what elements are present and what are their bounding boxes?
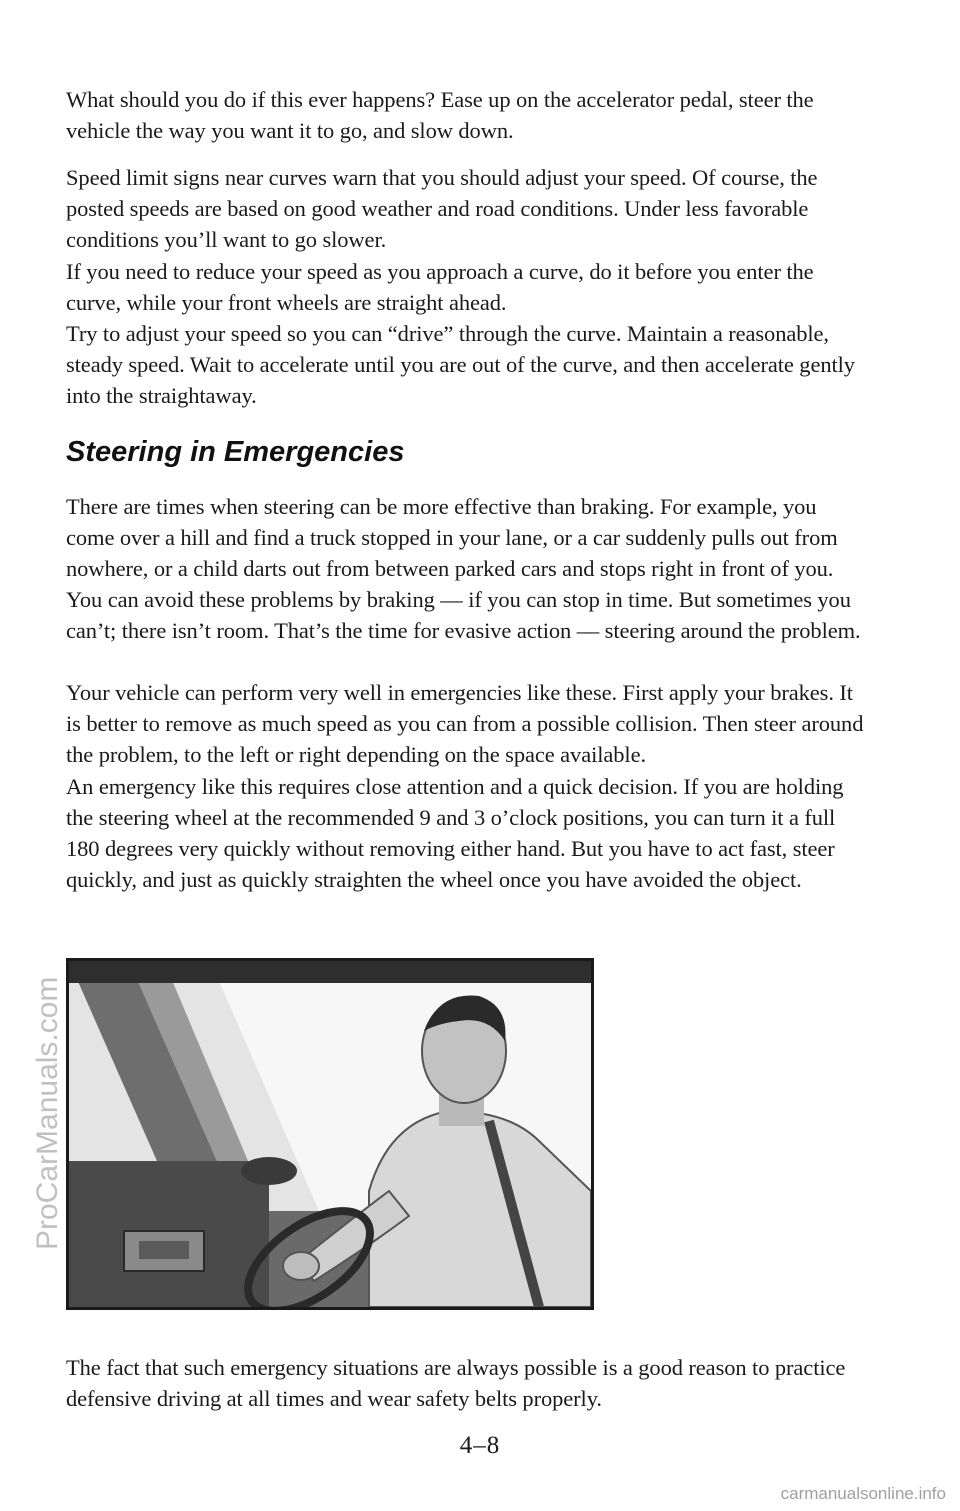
paragraph-defensive-driving: The fact that such emergency situations are always possible is a good reason to practice defensive driving at all times and wear safety belts properly. [66, 1355, 846, 1411]
paragraph-vehicle-performance: Your vehicle can perform very well in emergencies like these. First apply your brakes. It is better to remove as much speed as you can from a possible collision. Then steer around the problem, to the left or right depending on the space available. [66, 680, 864, 767]
paragraph-steering-vs-braking: There are times when steering can be more effective than braking. For example, you come over a hill and find a truck stopped in your lane, or a car suddenly pulls out from nowhere, or a child darts out from between parked cars and stops right in front of you. You can avoid these problems by braking — if you can stop in time. But sometimes you can’t; there isn’t room. That’s the time for evasive action — steering around the problem. [66, 494, 861, 643]
page-number: 4–8 [459, 1432, 501, 1459]
paragraph-adjust-speed: Try to adjust your speed so you can “drive” through the curve. Maintain a reasonable, steady speed. Wait to accelerate until you are out of the curve, and then accelerate gently into the straightaway. [66, 321, 855, 408]
paragraph-accelerator: What should you do if this ever happens? Ease up on the accelerator pedal, steer the vehicle the way you want it to go, and slow down. [66, 87, 814, 143]
paragraph-reduce-speed: If you need to reduce your speed as you approach a curve, do it before you enter the curve, while your front wheels are straight ahead. [66, 259, 814, 315]
driver-illustration [66, 958, 594, 1310]
driver-photo [69, 961, 591, 1307]
paragraph-speed-limit: Speed limit signs near curves warn that you should adjust your speed. Of course, the posted speeds are based on good weather and road conditions. Under less favorable conditions you’ll want to go slower. [66, 165, 818, 252]
side-watermark: ProCarManuals.com [31, 976, 64, 1250]
footer-watermark: carmanualsonline.info [780, 1484, 946, 1503]
paragraph-quick-decision: An emergency like this requires close attention and a quick decision. If you are holding the steering wheel at the recommended 9 and 3 o’clock positions, you can turn it a full 180 degrees very quickly without removing either hand. But you have to act fast, steer quickly, and just as quickly straighten the wheel once you have avoided the object. [66, 774, 844, 892]
section-heading: Steering in Emergencies [66, 436, 405, 468]
